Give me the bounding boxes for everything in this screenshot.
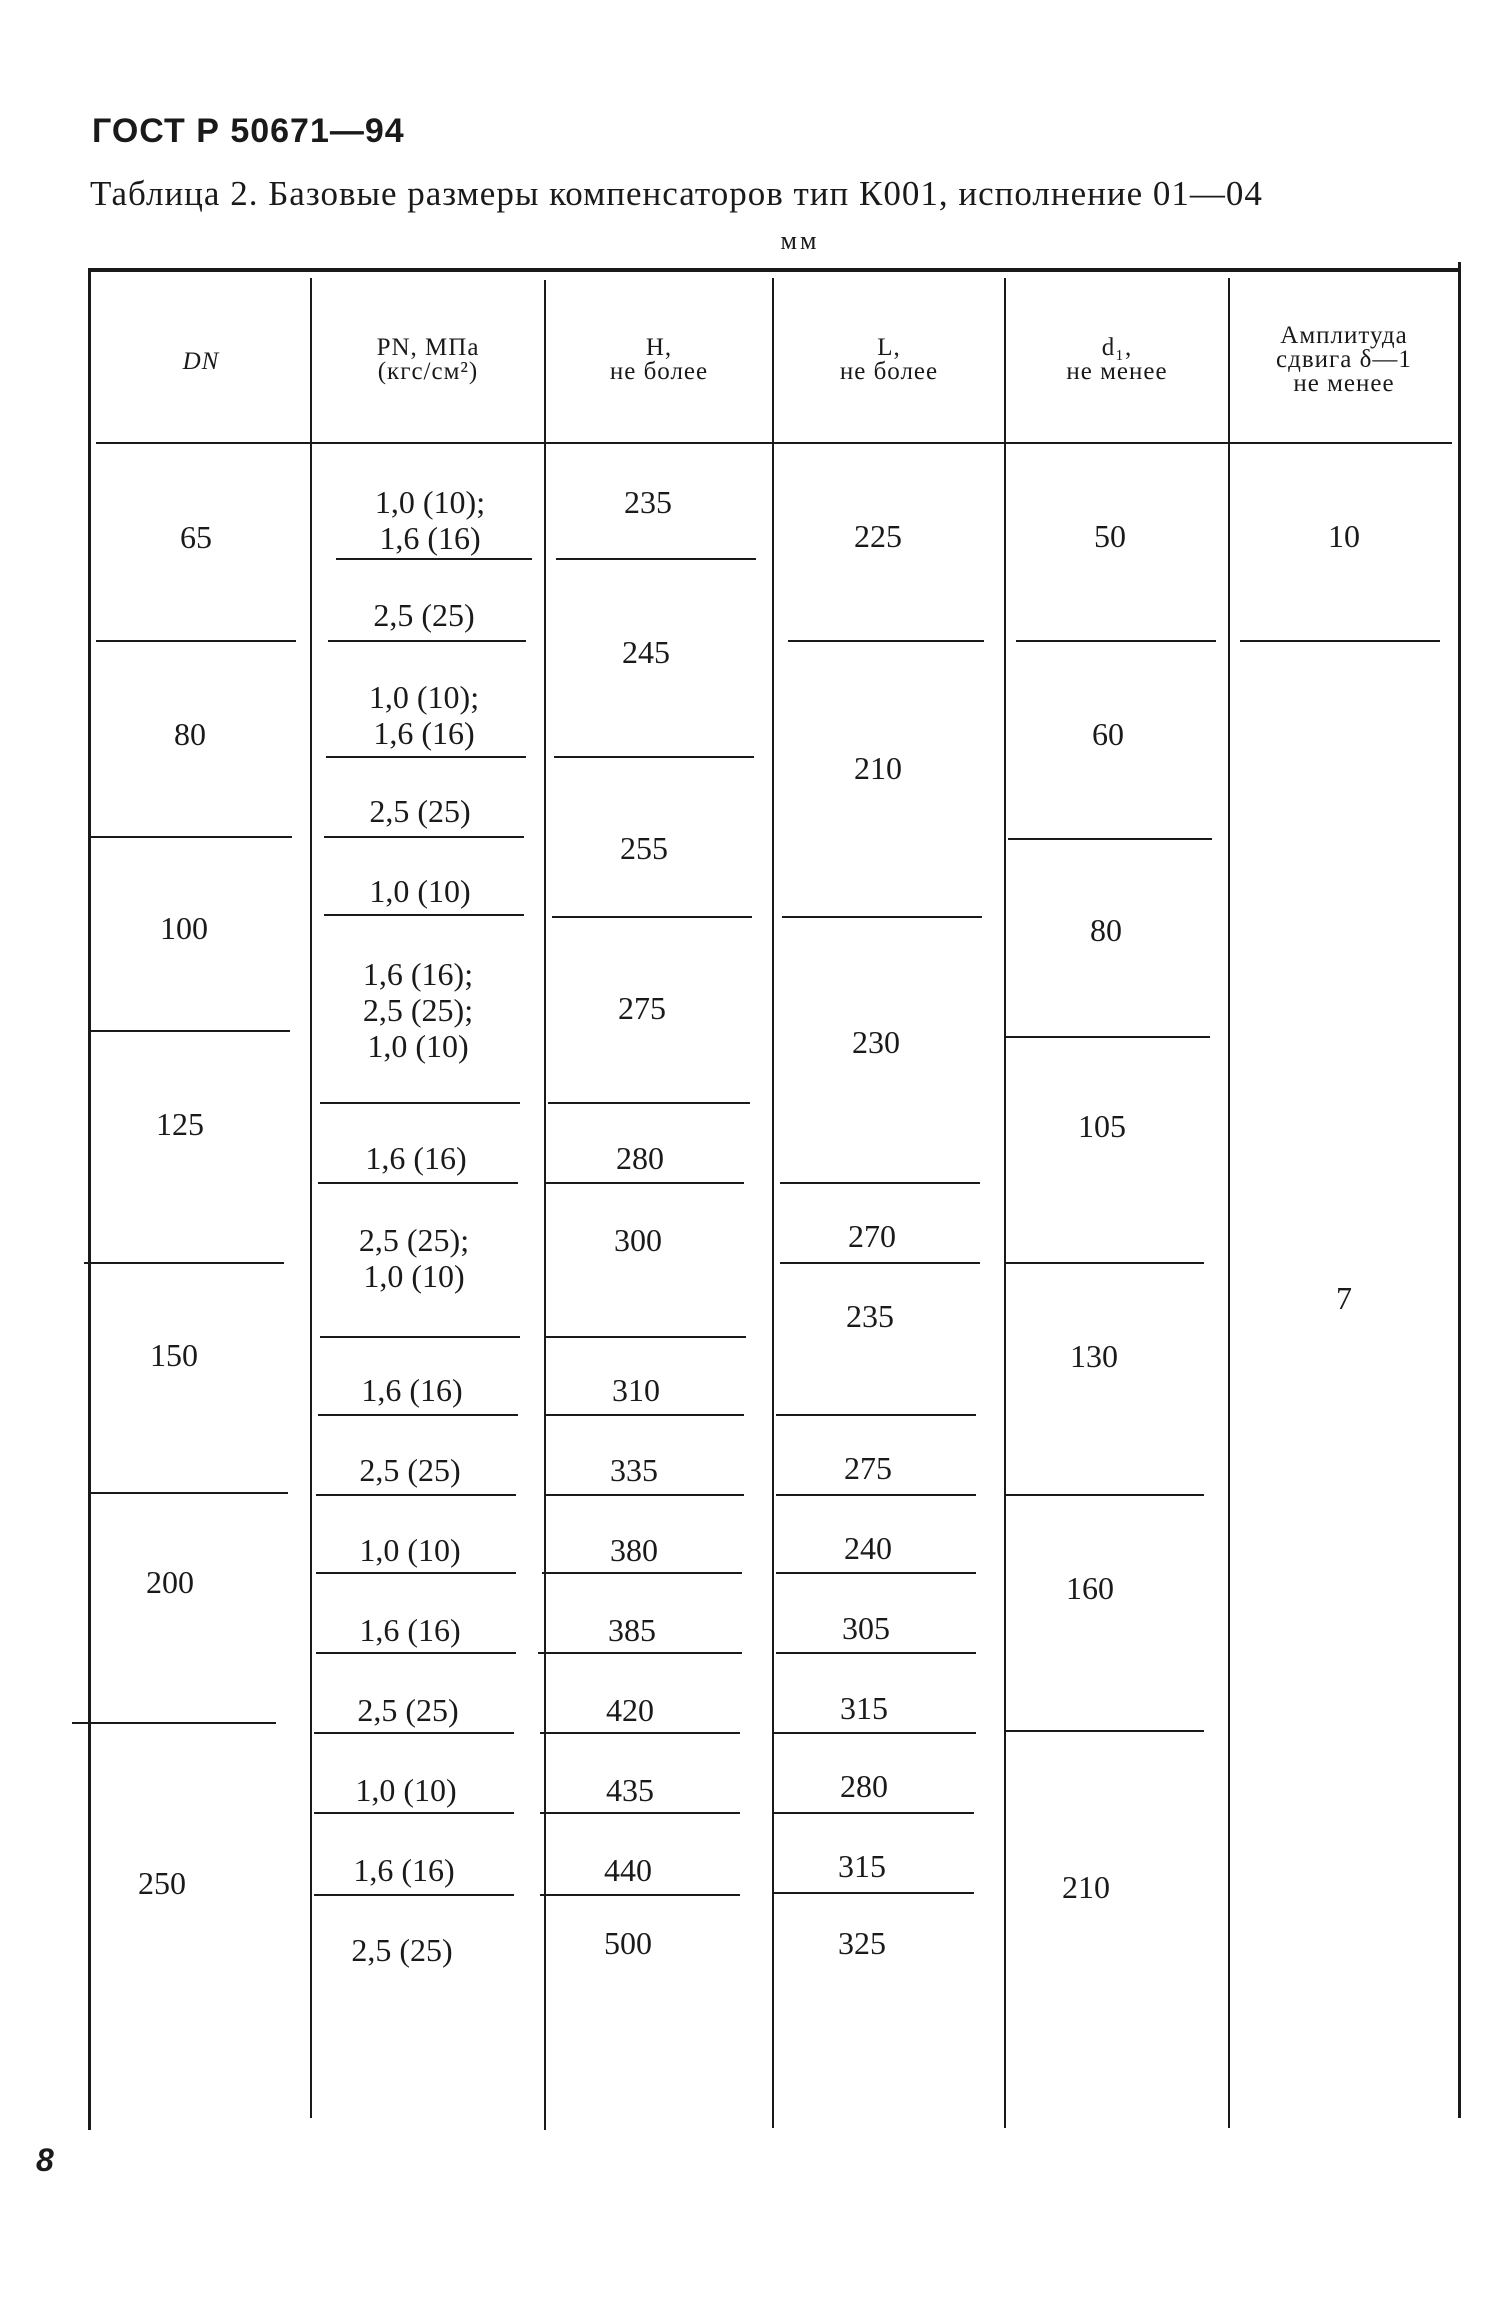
- row-rule: [1006, 1036, 1210, 1038]
- h-value: 500: [604, 1925, 652, 1961]
- column-header-dn: [92, 350, 310, 374]
- pn-line: 1,6 (16);: [362, 956, 474, 992]
- row-rule: [544, 1414, 744, 1416]
- pn-line: 1,0 (10);: [368, 679, 480, 715]
- column-divider: [1228, 278, 1230, 2128]
- h-value: 335: [610, 1452, 658, 1488]
- row-rule: [1004, 1494, 1204, 1496]
- row-rule: [316, 1494, 516, 1496]
- row-rule: [320, 1102, 520, 1104]
- row-rule: [540, 1812, 740, 1814]
- amplitude-value: 10: [1328, 518, 1360, 554]
- row-rule: [542, 1572, 742, 1574]
- row-rule: [776, 1652, 976, 1654]
- column-divider: [1004, 278, 1006, 2128]
- column-header-pn: [312, 336, 544, 384]
- row-rule: [314, 1732, 514, 1734]
- pn-line: 2,5 (25);: [362, 992, 474, 1028]
- column-header-d1: [1006, 336, 1228, 384]
- pn-value: 1,0 (10): [369, 873, 471, 909]
- h-value: 280: [616, 1140, 664, 1176]
- row-rule: [772, 1812, 974, 1814]
- column-header-line: d₁,: [1101, 334, 1133, 361]
- pn-value: 2,5 (25): [373, 597, 475, 633]
- row-rule: [552, 916, 752, 918]
- row-rule: [326, 756, 526, 758]
- l-value: 315: [838, 1848, 886, 1884]
- row-rule: [772, 1892, 974, 1894]
- table-caption: Таблица 2. Базовые размеры компенсаторов тип К001, исполнение 01—04: [90, 174, 1263, 213]
- column-header-line: не более: [839, 358, 939, 385]
- column-divider: [310, 278, 312, 2118]
- unit-label: мм: [780, 226, 820, 255]
- row-rule: [776, 1414, 976, 1416]
- d1-value: 50: [1094, 518, 1126, 554]
- row-rule: [318, 1182, 518, 1184]
- row-rule: [314, 1894, 514, 1896]
- column-header-line: (кгс/см²): [377, 358, 479, 385]
- row-rule: [538, 1652, 742, 1654]
- row-rule: [780, 1182, 980, 1184]
- h-value: 440: [604, 1852, 652, 1888]
- l-value: 275: [844, 1450, 892, 1486]
- pn-line: 1,0 (10): [363, 1258, 465, 1294]
- l-value: 280: [840, 1768, 888, 1804]
- column-header-line: L,: [877, 334, 901, 361]
- dn-value: 250: [138, 1865, 186, 1901]
- column-header-line: не более: [609, 358, 709, 385]
- h-value: 245: [622, 634, 670, 670]
- h-value: 275: [618, 990, 666, 1026]
- row-rule: [90, 836, 292, 838]
- h-value: 435: [606, 1772, 654, 1808]
- l-value: 240: [844, 1530, 892, 1566]
- row-rule: [776, 1494, 976, 1496]
- column-header-line: PN, МПа: [376, 334, 480, 361]
- row-rule: [1240, 640, 1440, 642]
- pn-line: 1,0 (10): [367, 1028, 469, 1064]
- pn-value: 1,0 (10): [355, 1772, 457, 1808]
- pn-value: 1,0 (10): [359, 1532, 461, 1568]
- row-rule: [72, 1722, 276, 1724]
- row-rule: [548, 1102, 750, 1104]
- row-rule: [1008, 838, 1212, 840]
- h-value: 385: [608, 1612, 656, 1648]
- row-rule: [84, 1262, 284, 1264]
- l-value: 230: [852, 1024, 900, 1060]
- row-rule: [318, 1414, 518, 1416]
- row-rule: [782, 916, 982, 918]
- l-value: 315: [840, 1690, 888, 1726]
- pn-value: 1,6 (16): [361, 1372, 463, 1408]
- pn-value: [318, 956, 518, 1064]
- l-value: 270: [848, 1218, 896, 1254]
- h-value: 420: [606, 1692, 654, 1728]
- row-rule: [1016, 640, 1216, 642]
- row-rule: [772, 1732, 976, 1734]
- pn-value: 2,5 (25): [359, 1452, 461, 1488]
- pn-value: 2,5 (25): [357, 1692, 459, 1728]
- dn-value: 150: [150, 1337, 198, 1373]
- row-rule: [776, 1572, 976, 1574]
- row-rule: [544, 1494, 744, 1496]
- d1-value: 130: [1070, 1338, 1118, 1374]
- l-value: 325: [838, 1925, 886, 1961]
- pn-value: 2,5 (25): [351, 1932, 453, 1968]
- row-rule: [316, 1572, 516, 1574]
- row-rule: [314, 1812, 514, 1814]
- pn-value: [330, 484, 530, 556]
- h-value: 235: [624, 484, 672, 520]
- column-header-line: H,: [645, 334, 673, 361]
- pn-value: 2,5 (25): [369, 793, 471, 829]
- table-left-border: [88, 270, 91, 2130]
- page-number: 8: [36, 2142, 54, 2178]
- d1-value: 80: [1090, 912, 1122, 948]
- column-header-amplitude: [1230, 324, 1458, 396]
- row-rule: [320, 1336, 520, 1338]
- row-rule: [1004, 1730, 1204, 1732]
- amplitude-value: 7: [1336, 1280, 1352, 1316]
- table-top-rule: [88, 268, 1460, 272]
- dn-value: 65: [180, 519, 212, 555]
- row-rule: [324, 836, 524, 838]
- pn-value: 1,6 (16): [359, 1612, 461, 1648]
- row-rule: [788, 640, 984, 642]
- column-header-line: не менее: [1066, 358, 1168, 385]
- l-value: 235: [846, 1298, 894, 1334]
- h-value: 300: [614, 1222, 662, 1258]
- pn-line: 1,0 (10);: [374, 484, 486, 520]
- row-rule: [540, 1894, 740, 1896]
- pn-value: [314, 1222, 514, 1294]
- column-header-line: сдвига δ—1: [1276, 346, 1412, 373]
- row-rule: [90, 1030, 290, 1032]
- h-value: 310: [612, 1372, 660, 1408]
- row-rule: [544, 1336, 746, 1338]
- row-rule: [1004, 1262, 1204, 1264]
- d1-value: 210: [1062, 1869, 1110, 1905]
- d1-value: 60: [1092, 716, 1124, 752]
- l-value: 210: [854, 750, 902, 786]
- dn-value: 100: [160, 910, 208, 946]
- row-rule: [336, 558, 532, 560]
- pn-line: 1,6 (16): [373, 715, 475, 751]
- dn-value: 80: [174, 716, 206, 752]
- row-rule: [324, 914, 524, 916]
- row-rule: [96, 640, 296, 642]
- l-value: 225: [854, 518, 902, 554]
- column-header-line: DN: [182, 348, 220, 375]
- pn-line: 2,5 (25);: [358, 1222, 470, 1258]
- dn-value: 200: [146, 1564, 194, 1600]
- column-header-h: [546, 336, 772, 384]
- pn-value: 1,6 (16): [365, 1140, 467, 1176]
- row-rule: [328, 640, 526, 642]
- row-rule: [540, 1732, 740, 1734]
- row-rule: [556, 558, 756, 560]
- d1-value: 105: [1078, 1108, 1126, 1144]
- pn-value: [324, 679, 524, 751]
- column-header-l: [774, 336, 1004, 384]
- l-value: 305: [842, 1610, 890, 1646]
- row-rule: [780, 1262, 980, 1264]
- pn-value: 1,6 (16): [353, 1852, 455, 1888]
- pn-line: 1,6 (16): [379, 520, 481, 556]
- table-header-rule: [96, 442, 1452, 444]
- d1-value: 160: [1066, 1570, 1114, 1606]
- dn-value: 125: [156, 1106, 204, 1142]
- row-rule: [544, 1182, 744, 1184]
- h-value: 380: [610, 1532, 658, 1568]
- column-header-line: Амплитуда: [1280, 322, 1408, 349]
- row-rule: [88, 1492, 288, 1494]
- column-header-line: не менее: [1293, 370, 1395, 397]
- h-value: 255: [620, 830, 668, 866]
- document-code: ГОСТ Р 50671—94: [92, 112, 405, 150]
- table-right-border: [1458, 262, 1461, 2118]
- row-rule: [316, 1652, 516, 1654]
- row-rule: [554, 756, 754, 758]
